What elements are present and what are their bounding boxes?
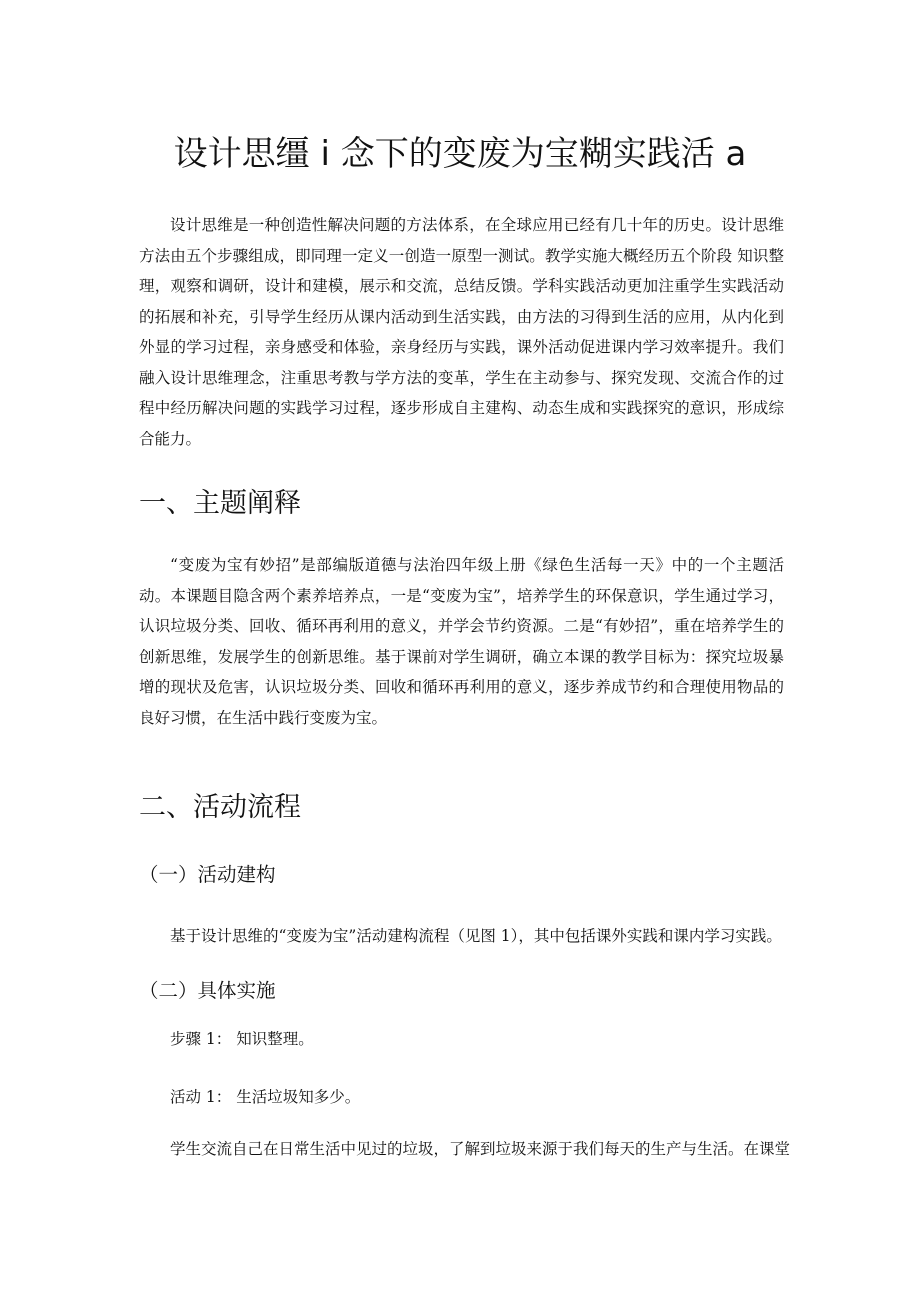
implementation-paragraph: 学生交流自己在日常生活中见过的垃圾，了解到垃圾来源于我们每天的生产与生活。在课堂 [170,1140,790,1158]
document-title: 设计思缰 i 念下的变废为宝糊实践活 a [173,134,747,174]
subheading-implementation: （二）具体实施 [139,979,276,1002]
intro-paragraph: 设计思维是一种创造性解决问题的方法体系，在全球应用已经有几十年的历史。设计思维方法由五个步骤组成，即同理一定义一创造一原型一测试。教学实施大概经历五个阶段 知识整理，观察和调研，设计和建模，展示和交流，总结反馈。学科实践活动更加注重学生实践活动的拓展和补充，引导学生经历从课内活动到生活实践，由方法的习得到生活的应用，从内化到外显的学习过程，亲身感受和体验，亲身经历与实践，课外活动促进课内学习效率提升。我们融入设计思维理念，注重思考教与学方法的变革，学生在主动参与、探究发现、交流合作的过程中经历解决问题的实践学习过程，逐步形成自主建构、动态生成和实践探究的意识，形成综合能力。 [139,216,784,448]
section-heading-flow: 二、活动流程 [139,792,301,823]
construction-paragraph: 基于设计思维的“变废为宝”活动建构流程（见图 1），其中包括课外实践和课内学习实践。 [170,927,782,945]
subheading-activity-construction: （一）活动建构 [139,863,276,886]
theme-paragraph: “变废为宝有妙招”是部编版道德与法治四年级上册《绿色生活每一天》中的一个主题活动。本课题目隐含两个素养培养点，一是“变废为宝”，培养学生的环保意识，学生通过学习，认识垃圾分类、回收、循环再利用的意义，并学会节约资源。二是“有妙招”，重在培养学生的创新思维，发展学生的创新思维。基于课前对学生调研，确立本课的教学目标为：探究垃圾暴增的现状及危害，认识垃圾分类、回收和循环再利用的意义，逐步养成节约和合理使用物品的良好习惯，在生活中践行变废为宝。 [139,556,784,727]
step-1-line: 步骤 1： 知识整理。 [170,1030,314,1048]
section-heading-theme: 一、主题阐释 [139,488,301,519]
activity-1-line: 活动 1： 生活垃圾知多少。 [170,1088,361,1106]
